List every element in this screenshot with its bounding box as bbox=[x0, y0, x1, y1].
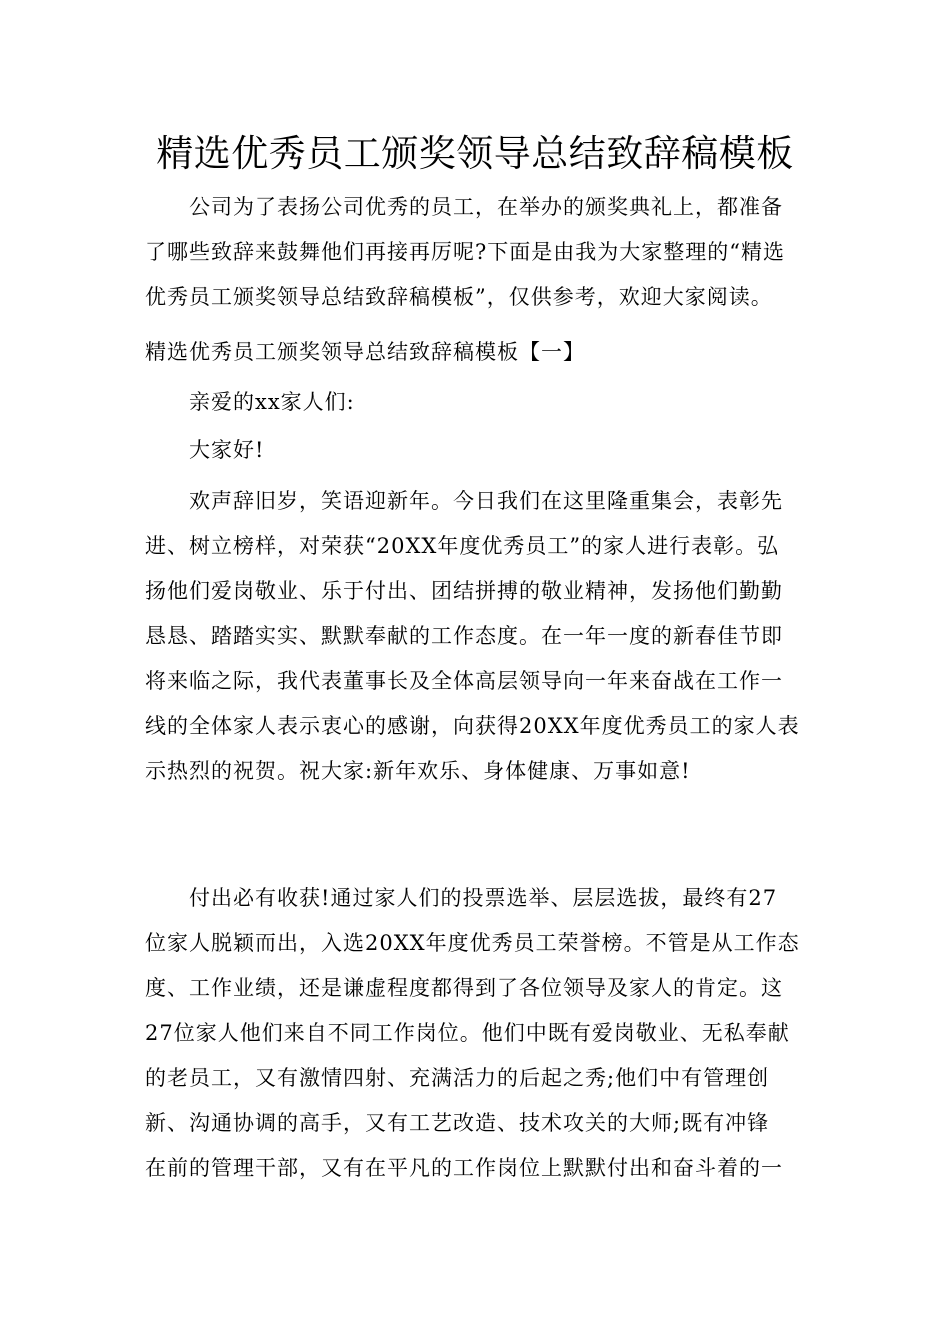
salutation-text: 亲爱的xx家人们: bbox=[189, 390, 355, 414]
paragraph-line: 的老员工，又有激情四射、充满活力的后起之秀;他们中有管理创 bbox=[145, 1066, 770, 1090]
section-heading-text: 精选优秀员工颁奖领导总结致辞稿模板【一】 bbox=[145, 340, 585, 364]
paragraph-line: 扬他们爱岗敬业、乐于付出、团结拼搏的敬业精神，发扬他们勤勤 bbox=[145, 579, 783, 603]
paragraph-line: 欢声辞旧岁，笑语迎新年。今日我们在这里隆重集会，表彰先 bbox=[189, 489, 783, 513]
paragraph-line: 在前的管理干部，又有在平凡的工作岗位上默默付出和奋斗着的一 bbox=[145, 1156, 783, 1180]
paragraph-line: 线的全体家人表示衷心的感谢，向获得20XX年度优秀员工的家人表 bbox=[145, 714, 800, 738]
paragraph-line: 将来临之际，我代表董事长及全体高层领导向一年来奋战在工作一 bbox=[145, 669, 783, 693]
intro-line: 公司为了表扬公司优秀的员工，在举办的颁奖典礼上，都准备 bbox=[189, 195, 783, 219]
paragraph-line: 示热烈的祝贺。祝大家:新年欢乐、身体健康、万事如意! bbox=[145, 759, 691, 783]
paragraph-line: 27位家人他们来自不同工作岗位。他们中既有爱岗敬业、无私奉献 bbox=[145, 1021, 790, 1045]
section-heading bbox=[145, 330, 809, 375]
paragraph-line: 恳恳、踏踏实实、默默奉献的工作态度。在一年一度的新春佳节即 bbox=[145, 624, 783, 648]
greeting bbox=[145, 428, 809, 473]
paragraph-line: 度、工作业绩，还是谦虚程度都得到了各位领导及家人的肯定。这 bbox=[145, 976, 783, 1000]
paragraph-line: 新、沟通协调的高手，又有工艺改造、技术攻关的大师;既有冲锋 bbox=[145, 1111, 770, 1135]
salutation bbox=[145, 380, 809, 425]
greeting-text: 大家好! bbox=[189, 438, 265, 462]
paragraph-line: 付出必有收获!通过家人们的投票选举、层层选拔，最终有27 bbox=[189, 886, 778, 910]
paragraph-line: 位家人脱颖而出，入选20XX年度优秀员工荣誉榜。不管是从工作态 bbox=[145, 931, 800, 955]
intro-paragraph bbox=[145, 185, 809, 320]
paragraph-line: 进、树立榜样，对荣获“20XX年度优秀员工”的家人进行表彰。弘 bbox=[145, 534, 780, 558]
paragraph-1 bbox=[145, 479, 809, 794]
document-title: 精选优秀员工颁奖领导总结致辞稿模板 bbox=[156, 132, 794, 175]
paragraph-2 bbox=[145, 876, 809, 1191]
intro-line: 了哪些致辞来鼓舞他们再接再厉呢?下面是由我为大家整理的“精选 bbox=[145, 240, 785, 264]
intro-line: 优秀员工颁奖领导总结致辞稿模板”，仅供参考，欢迎大家阅读。 bbox=[145, 285, 773, 309]
